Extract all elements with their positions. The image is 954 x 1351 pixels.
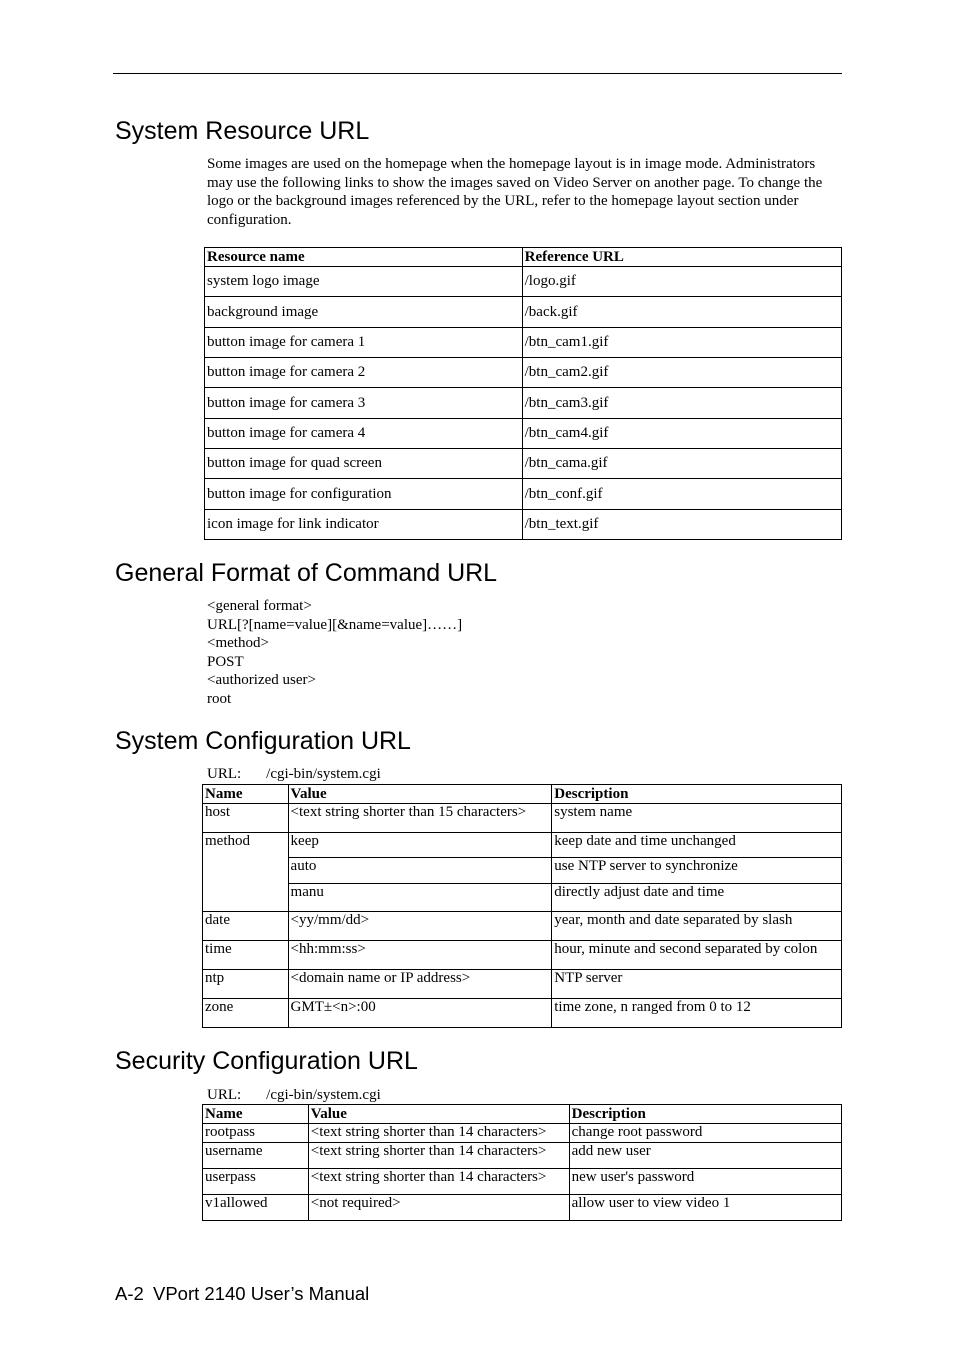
table-row <box>205 510 842 540</box>
reference-url-cell: /back.gif <box>522 297 841 328</box>
system-cgi-url-line <box>207 765 381 783</box>
resource-name-cell: button image for camera 3 <box>205 388 523 419</box>
format-line: POST <box>207 653 244 670</box>
param-name-cell: rootpass <box>203 1124 309 1143</box>
table-row <box>205 388 842 419</box>
resource-name-cell: button image for camera 1 <box>205 328 523 358</box>
param-name-cell: username <box>203 1143 309 1169</box>
table-row <box>203 1195 842 1221</box>
param-name-cell: time <box>203 941 289 970</box>
resource-name-cell: button image for configuration <box>205 479 523 510</box>
table-row <box>203 970 842 999</box>
param-name-cell: host <box>203 804 289 833</box>
table-header: Description <box>552 785 842 804</box>
param-value-cell: GMT±<n>:00 <box>288 999 552 1028</box>
param-description-cell: new user's password <box>569 1169 841 1195</box>
format-line: URL[?[name=value][&name=value]……] <box>207 616 463 633</box>
table-row <box>203 833 842 858</box>
table-row <box>203 1169 842 1195</box>
resource-name-cell: system logo image <box>205 267 523 297</box>
table-row <box>203 941 842 970</box>
param-name-cell: userpass <box>203 1169 309 1195</box>
table-header: Name <box>203 1105 309 1124</box>
table-header: Reference URL <box>522 248 841 267</box>
table-row <box>203 858 842 884</box>
table-row <box>205 297 842 328</box>
param-name-cell: method <box>203 833 289 912</box>
table-header: Resource name <box>205 248 523 267</box>
param-value-cell: manu <box>288 884 552 912</box>
param-name-cell: date <box>203 912 289 941</box>
url-path: /cgi-bin/system.cgi <box>266 766 381 782</box>
reference-url-cell: /btn_cam2.gif <box>522 358 841 388</box>
table-row <box>205 358 842 388</box>
param-value-cell: <text string shorter than 14 characters> <box>308 1169 569 1195</box>
table-header: Name <box>203 785 289 804</box>
table-row <box>203 1143 842 1169</box>
reference-url-cell: /btn_cama.gif <box>522 449 841 479</box>
param-value-cell: <yy/mm/dd> <box>288 912 552 941</box>
param-value-cell: <not required> <box>308 1195 569 1221</box>
reference-url-cell: /btn_cam4.gif <box>522 419 841 449</box>
table-row <box>205 479 842 510</box>
reference-url-cell: /logo.gif <box>522 267 841 297</box>
system-config-table <box>202 784 842 1028</box>
param-description-cell: add new user <box>569 1143 841 1169</box>
param-description-cell: change root password <box>569 1124 841 1143</box>
url-label: URL: <box>207 766 242 782</box>
page-footer <box>115 1283 369 1305</box>
reference-url-cell: /btn_text.gif <box>522 510 841 540</box>
param-description-cell: directly adjust date and time <box>552 884 842 912</box>
table-row <box>205 449 842 479</box>
param-description-cell: hour, minute and second separated by colon <box>552 941 842 970</box>
param-name-cell: v1allowed <box>203 1195 309 1221</box>
reference-url-cell: /btn_conf.gif <box>522 479 841 510</box>
resource-name-cell: background image <box>205 297 523 328</box>
param-name-cell: zone <box>203 999 289 1028</box>
format-line: <method> <box>207 635 269 651</box>
resource-name-cell: icon image for link indicator <box>205 510 523 540</box>
table-row <box>205 328 842 358</box>
param-value-cell: <text string shorter than 14 characters> <box>308 1143 569 1169</box>
param-description-cell: keep date and time unchanged <box>552 833 842 858</box>
param-value-cell: <text string shorter than 14 characters> <box>308 1124 569 1143</box>
table-row <box>203 884 842 912</box>
format-line: root <box>207 690 232 707</box>
resource-name-cell: button image for quad screen <box>205 449 523 479</box>
param-description-cell: use NTP server to synchronize <box>552 858 842 884</box>
resource-url-table <box>204 247 842 540</box>
reference-url-cell: /btn_cam3.gif <box>522 388 841 419</box>
section-title-system-resource-url: System Resource URL <box>115 117 370 145</box>
table-row <box>203 804 842 833</box>
format-line: <general format> <box>207 598 312 614</box>
param-value-cell: auto <box>288 858 552 884</box>
format-line: <authorized user> <box>207 672 316 688</box>
security-config-table <box>202 1104 842 1221</box>
table-row <box>203 912 842 941</box>
param-value-cell: <text string shorter than 15 characters> <box>288 804 552 833</box>
table-header: Value <box>308 1105 569 1124</box>
section-title-system-configuration: System Configuration URL <box>115 727 411 755</box>
manual-title: VPort 2140 User’s Manual <box>153 1283 370 1304</box>
param-description-cell: NTP server <box>552 970 842 999</box>
table-header: Value <box>288 785 552 804</box>
resource-name-cell: button image for camera 4 <box>205 419 523 449</box>
param-description-cell: system name <box>552 804 842 833</box>
page-number: A-2 <box>115 1283 144 1304</box>
table-row <box>205 267 842 297</box>
header-rule <box>113 73 842 74</box>
table-header: Description <box>569 1105 841 1124</box>
param-value-cell: <domain name or IP address> <box>288 970 552 999</box>
param-description-cell: year, month and date separated by slash <box>552 912 842 941</box>
param-description-cell: allow user to view video 1 <box>569 1195 841 1221</box>
param-name-cell: ntp <box>203 970 289 999</box>
section-intro-paragraph: Some images are used on the homepage when the homepage layout is in image mode. Administrators may use the following links to show the images saved on Video Server on another page. To change the logo or the background images referenced by the URL, refer to the homepage layout section under configuration. <box>207 156 823 228</box>
url-label: URL: <box>207 1087 242 1103</box>
param-value-cell: keep <box>288 833 552 858</box>
table-row <box>205 419 842 449</box>
table-row <box>203 1124 842 1143</box>
resource-name-cell: button image for camera 2 <box>205 358 523 388</box>
url-path: /cgi-bin/system.cgi <box>266 1087 381 1103</box>
table-row <box>203 999 842 1028</box>
section-title-general-format: General Format of Command URL <box>115 559 498 587</box>
section-title-security-configuration: Security Configuration URL <box>115 1047 418 1075</box>
param-value-cell: <hh:mm:ss> <box>288 941 552 970</box>
security-cgi-url-line <box>207 1086 381 1104</box>
param-description-cell: time zone, n ranged from 0 to 12 <box>552 999 842 1028</box>
reference-url-cell: /btn_cam1.gif <box>522 328 841 358</box>
general-format-block <box>207 597 462 708</box>
